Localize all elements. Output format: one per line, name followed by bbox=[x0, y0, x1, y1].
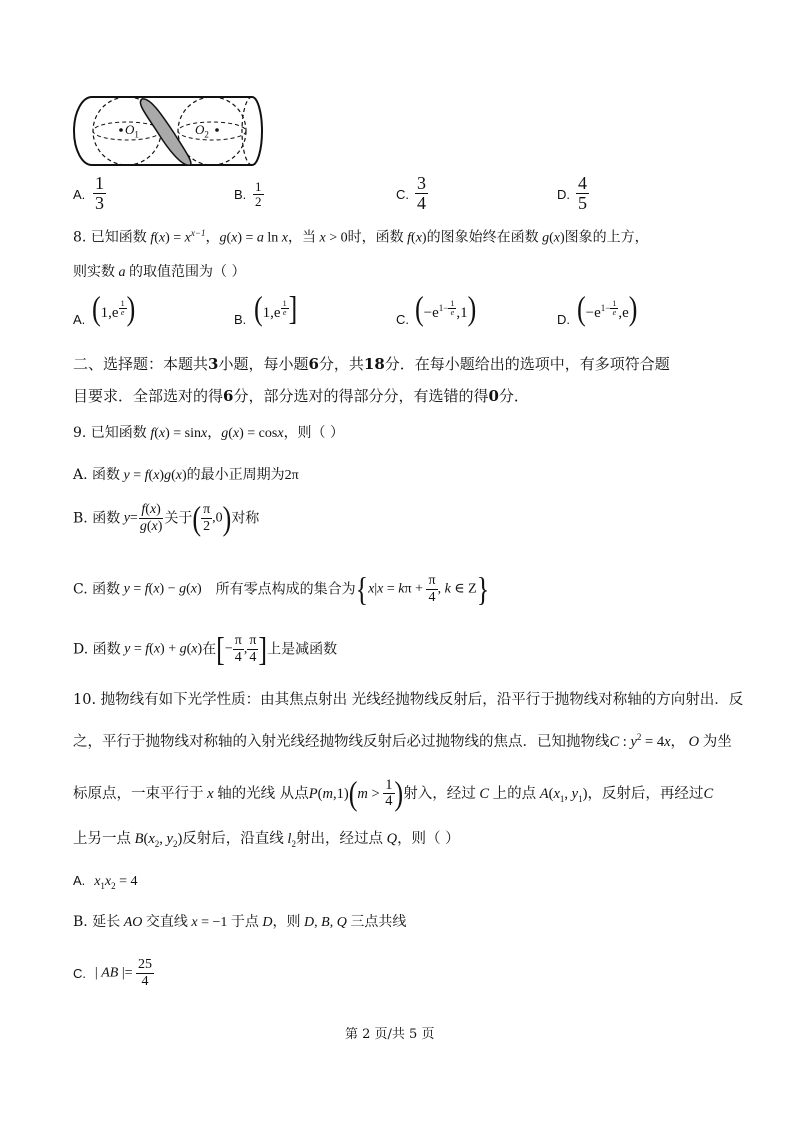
label-o1-text: $O_1$ bbox=[125, 122, 139, 140]
q7-option-b: $\frac{1}{2}$ bbox=[255, 179, 262, 209]
page-footer: 第 2 页/共 5 页 bbox=[345, 1027, 435, 1042]
section2-header-line1: 二、选择题：本题共3小题，每小题6分，共18分．在每小题给出的选项中，有多项符合题 bbox=[73, 355, 670, 373]
q10-stem-line4: 上另一点 $B(x_2$, $y_2$)反射后，沿直线 $l_2$射出，经过点 Q，则（ ） bbox=[73, 831, 460, 849]
q8-stem-line2: 则实数 a 的取值范围为（ ） bbox=[73, 264, 246, 280]
q7-option-d: $\frac{4}{5}$ bbox=[578, 173, 587, 213]
q9-option-a: A. 函数 y = f(x)g(x)的最小正周期为2π bbox=[73, 467, 299, 483]
q8-option-d: ($-e^{1- \frac{1}{e}}$ ,e) bbox=[577, 289, 638, 328]
q8-option-a-letter: A. bbox=[73, 312, 86, 327]
q8-option-c-letter: C. bbox=[396, 312, 409, 327]
q9-option-b: B. 函数 y= $\frac{f(x)}{g(x)}$ 关于( $\frac{\pi}{2}$ ,0)对称 bbox=[73, 499, 260, 537]
q8-stem: 8. 已知函数 $f(x) = x^{x-1}$，g(x) = a ln x，当 x > 0时，函数 f(x)的图象始终在函数 g(x)图象的上方， bbox=[73, 228, 649, 246]
q7-option-c-letter: C. bbox=[396, 187, 409, 202]
q7-option-c: $\frac{3}{4}$ bbox=[417, 173, 426, 213]
section2-header-line2: 目要求．全部选对的得6分，部分选对的得部分分，有选错的得0分． bbox=[73, 387, 529, 405]
q10-option-b: B. 延长 AO 交直线 x = −1 于点 D，则 D, B, Q 三点共线 bbox=[73, 914, 407, 930]
q8-option-b-letter: B. bbox=[234, 312, 247, 327]
q10-option-c: C. | AB |= $\frac{25}{4}$ bbox=[73, 957, 153, 989]
q9-option-c: C. 函数 y = f(x) − g(x) 所有零点构成的集合为{x|x = kπ + $\frac{\pi}{4}$ , k ∈ Z} bbox=[73, 570, 490, 608]
cylinder-spheres-figure bbox=[72, 95, 267, 167]
q8-option-b: (1,e $^{\frac{1}{e}}$ ] bbox=[254, 289, 298, 328]
q10-option-a: A. $x_1x_2 = 4$ bbox=[73, 873, 138, 891]
q10-stem-line1: 10. 抛物线有如下光学性质：由其焦点射出 光线经抛物线反射后，沿平行于抛物线对称轴的方向射出．反 bbox=[73, 692, 744, 708]
q7-option-a-letter: A. bbox=[73, 187, 86, 202]
label-o2-text: $O_2$ bbox=[195, 122, 209, 140]
q9-stem: 9. 已知函数 f(x) = sinx，g(x) = cosx，则（ ） bbox=[73, 425, 345, 441]
q10-stem-line2: 之，平行于抛物线对称轴的入射光线经抛物线反射后必过抛物线的焦点．已知抛物线C : $y^2 = 4x$， O 为坐 bbox=[73, 732, 732, 750]
q8-option-c: ($-e^{1- \frac{1}{e}}$ ,1) bbox=[415, 289, 477, 328]
q7-option-b-letter: B. bbox=[234, 187, 247, 202]
q8-option-d-letter: D. bbox=[557, 312, 570, 327]
q7-option-a: $\frac{1}{3}$ bbox=[95, 173, 104, 213]
q8-option-a: (1,e $^{\frac{1}{e}}$ ) bbox=[92, 289, 136, 328]
q9-option-d: D. 函数 y = f(x) + g(x)在[− $\frac{\pi}{4}$ , $\frac{\pi}{4}$ ]上是减函数 bbox=[73, 630, 338, 668]
q7-option-d-letter: D. bbox=[557, 187, 570, 202]
q10-stem-line3: 标原点，一束平行于 x 轴的光线 从点P(m,1)(m > $\frac{1}{4}$ )射入，经过 C 上的点 $A(x_1$, $y_1$)，反射后，再经过C bbox=[73, 774, 714, 813]
